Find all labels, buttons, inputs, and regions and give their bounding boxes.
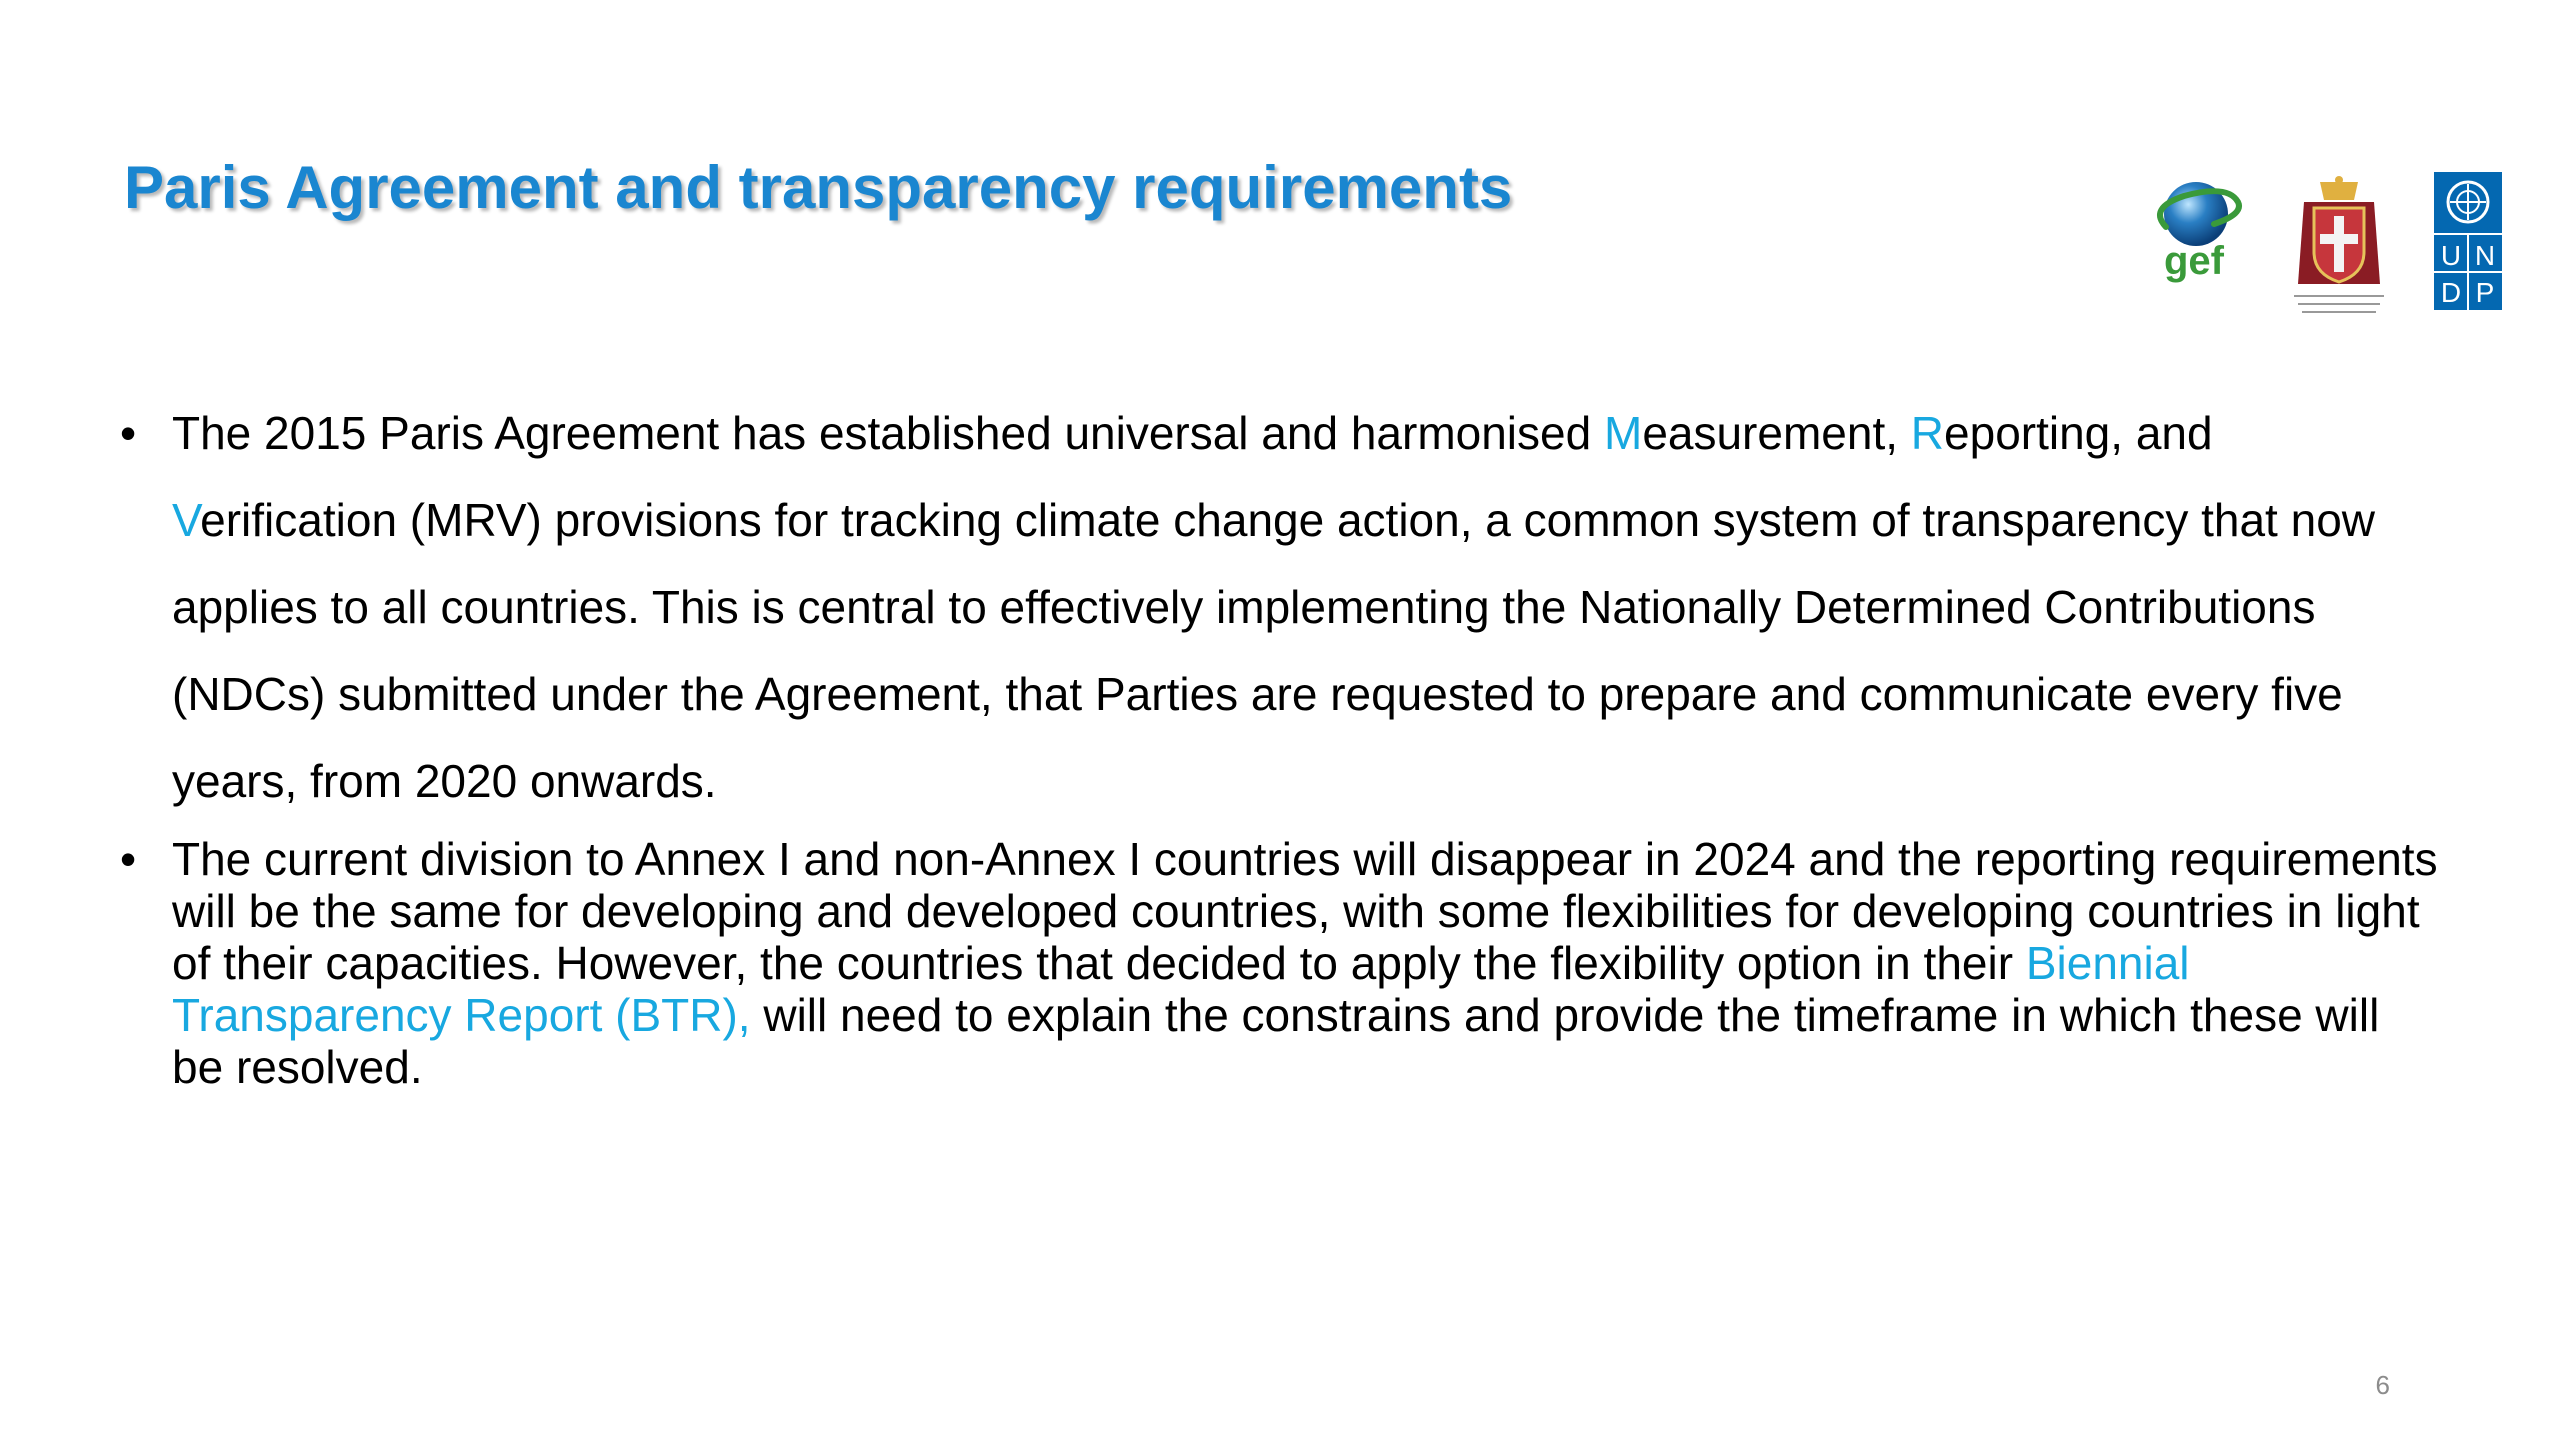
slide-body [120, 390, 2440, 1093]
svg-text:N: N [2474, 240, 2496, 271]
undp-logo [2434, 172, 2502, 310]
svg-text:U: U [2440, 240, 2462, 271]
partner-logos [2144, 172, 2502, 332]
bullet-icon: • [120, 833, 137, 885]
bullet-point-annex: • The current division to Annex I and non-Annex I countries will disappear in 2024 and the reporting requirements will be the same for developing and developed countries, with some flexibilities for developing countries in light of their capacities. However, the countries that decided to apply the flexibility option in their Biennial Transparency Report (BTR), will need to explain the constrains and provide the timeframe in which these will be resolved. [120, 833, 2438, 1093]
btr-highlight: Biennial Transparency Report (BTR), [172, 937, 2190, 1041]
gef-logo-text: gef [2164, 239, 2224, 283]
svg-text:D: D [2440, 277, 2462, 308]
crown-icon [2320, 182, 2358, 200]
serbia-coat-of-arms-logo [2284, 172, 2394, 322]
bullet-icon: • [120, 407, 137, 459]
slide-title: Paris Agreement and transparency requirements [124, 154, 1513, 221]
bullet-point-mrv: • The 2015 Paris Agreement has established universal and harmonised Measurement, Reporting, and Verification (MRV) provisions for tracking climate change action, a common system of transparency that now applies to all countries. This is central to effectively implementing the Nationally Determined Contributions (NDCs) submitted under the Agreement, that Parties are requested to prepare and communicate every five years, from 2020 onwards. [120, 390, 2440, 825]
page-number: 6 [2375, 1370, 2390, 1400]
svg-text:P: P [2475, 277, 2495, 308]
gef-logo [2144, 172, 2244, 292]
